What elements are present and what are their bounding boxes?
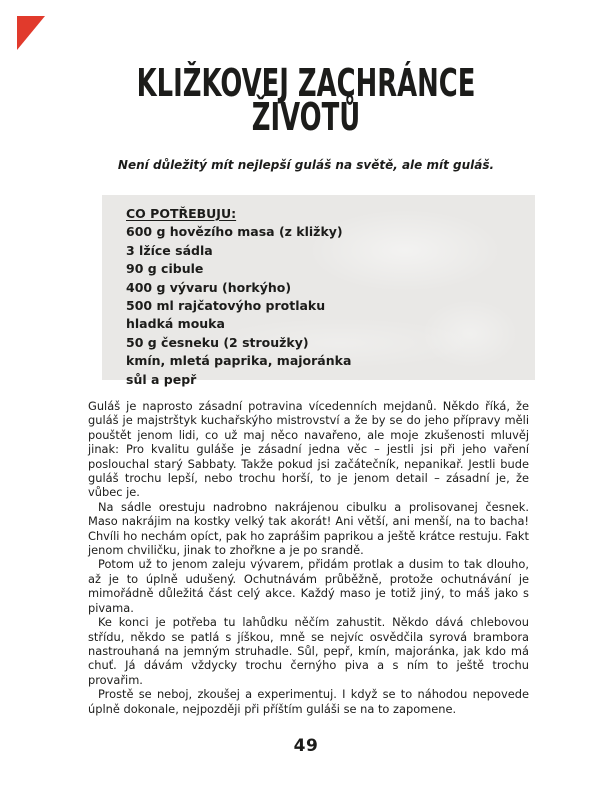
ingredient-item: hladká mouka xyxy=(126,316,225,332)
ingredient-item: kmín, mletá paprika, majoránka xyxy=(126,353,352,369)
ingredient-item: 500 ml rajčatovýho protlaku xyxy=(126,298,326,314)
ingredient-item: 50 g česneku (2 stroužky) xyxy=(126,334,309,350)
recipe-title-line2: ŽIVOTŮ xyxy=(251,95,361,139)
ingredient-item: 90 g cibule xyxy=(126,261,204,277)
ingredients-heading: CO POTŘEBUJU: xyxy=(126,206,237,221)
page-number: 49 xyxy=(293,736,319,756)
recipe-instructions xyxy=(88,399,529,716)
instructions-paragraph: Prostě se neboj, zkoušej a experimentuj. I když se to náhodou nepovede úplně dokonale, nejpozději při příštím guláši se na to zapomene. xyxy=(88,687,529,716)
red-corner-marker-icon xyxy=(17,16,45,50)
instructions-paragraph: Na sádle orestuju nadrobno nakrájenou cibulku a prolisovanej česnek. Maso nakrájim na kostky velký tak akorát! Ani větší, ani menší, na to bacha! Chvíli ho nechám opíct, pak ho zaprášim paprikou a ještě krátce restuju. Fakt jenom chviličku, jinak to zhořkne a je po srandě. xyxy=(88,499,529,558)
recipe-subtitle: Není důležitý mít nejlepší guláš na světě, ale mít guláš. xyxy=(117,158,495,172)
ingredients-box xyxy=(102,195,535,387)
ingredient-item: 600 g hovězího masa (z kližky) xyxy=(126,224,343,240)
instructions-paragraph: Ke konci je potřeba tu lahůdku něčím zahustit. Někdo dává chlebovou střídu, někdo se patlá s jíškou, mně se nejvíc osvědčila syrová brambora nastrouhaná na jemným struhadle. Sůl, pepř, kmín, majoránka, jak kdo má chuť. Já dávám vždycky trochu černýho piva a s ním to ještě trochu provařim. xyxy=(88,615,529,687)
instructions-paragraph: Guláš je naprosto zásadní potravina vícedenních mejdanů. Někdo říká, že guláš je majstrštyk kuchařskýho mistrovství a že by se do jeho přípravy měli pouštět jenom lidi, co už maj něco navařeno, ale moje zkušenosti mluvěj jinak: Pro kvalitu guláše je zásadní jedna věc – jestli jsi při jeho vaření poslouchal starý Sabbaty. Takže pokud jsi začátečník, nepanikař. Jestli bude guláš trochu lepší, nebo trochu horší, to je jenom detail – zásadní je, že vůbec je. xyxy=(88,399,529,500)
ingredient-item: sůl a pepř xyxy=(126,371,197,387)
recipe-title-line1: KLIŽKOVEJ ZACHRÁNCE xyxy=(136,61,476,105)
ingredient-item: 400 g vývaru (horkýho) xyxy=(126,279,292,295)
ingredient-item: 3 lžíce sádla xyxy=(126,242,213,258)
recipe-title xyxy=(98,61,514,139)
instructions-paragraph: Potom už to jenom zaleju vývarem, přidám protlak a dusim to tak dlouho, až je to úplně udušený. Ochutnávám průběžně, protože ochutnávání je mimořádně důležitá část celý akce. Každý maso je totiž jiný, to máš jako s pivama. xyxy=(88,557,529,615)
ingredients-list xyxy=(126,223,525,389)
